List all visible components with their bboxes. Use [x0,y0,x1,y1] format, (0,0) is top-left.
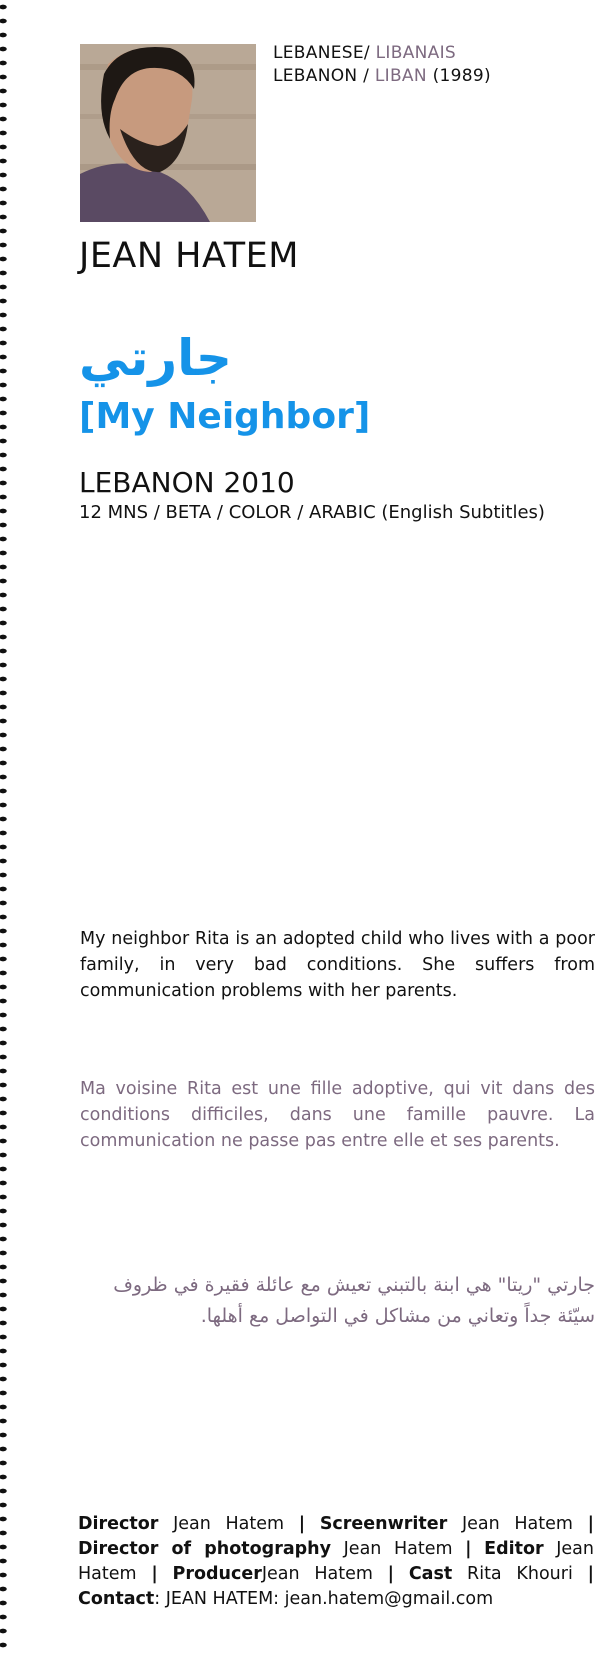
synopsis-arabic: جارتي "ريتا" هي ابنة بالتبني تعيش مع عائلة فقيرة في ظروف سيّئة جداً وتعاني من مشاكل في التواصل مع أهلها. [113,1274,595,1327]
credit-director-value: Jean Hatem [173,1514,285,1534]
country-fr: LIBAN [374,66,427,86]
credit-separator: | [298,1514,306,1534]
synopsis-english: My neighbor Rita is an adopted child who lives with a poor family, in very bad conditions. She suffers from communication problems with her parents. [80,929,595,1001]
film-title-english: [My Neighbor] [79,396,371,437]
credit-screenwriter-value: Jean Hatem [461,1514,573,1534]
nationality-block [273,42,491,88]
credit-dop-label: Director of photography [78,1539,332,1559]
credit-separator: | [587,1564,594,1584]
credit-contact-value: : JEAN HATEM: jean.hatem@gmail.com [154,1589,494,1609]
film-title-arabic: جارتي [79,329,232,387]
director-name: JEAN HATEM [79,236,299,276]
synopsis-french: Ma voisine Rita est une fille adoptive, qui vit dans des conditions difficiles, dans une famille pauvre. La communication ne passe pas entre elle et ses parents. [80,1079,595,1151]
credit-producer-label: Producer [172,1564,262,1584]
nationality-en: LEBANESE/ [273,43,370,63]
credits-block [78,1512,594,1612]
credit-screenwriter-label: Screenwriter [319,1514,448,1534]
credit-director-label: Director [78,1514,159,1534]
director-photo [80,44,256,222]
credit-separator: | [151,1564,158,1584]
film-country-year: LEBANON 2010 [79,466,295,499]
credit-dop-value: Jean Hatem [343,1539,453,1559]
credit-separator: | [465,1539,472,1559]
credit-producer-value: Jean Hatem [261,1564,373,1584]
credit-editor-label: Editor [484,1539,544,1559]
credit-separator: | [387,1564,395,1584]
birth-year: (1989) [432,66,491,86]
spiral-binding [0,0,18,1656]
credit-cast-value: Rita Khouri [467,1564,573,1584]
country-line [273,65,491,88]
credit-cast-label: Cast [408,1564,453,1584]
credit-separator: | [587,1514,594,1534]
nationality-fr: LIBANAIS [375,43,456,63]
credit-contact-label: Contact [78,1589,155,1609]
credit-editor-value: Jean Hatem [78,1539,594,1584]
country-en: LEBANON / [273,66,370,86]
film-specs: 12 MNS / BETA / COLOR / ARABIC (English Subtitles) [79,502,545,523]
nationality-line [273,42,491,65]
